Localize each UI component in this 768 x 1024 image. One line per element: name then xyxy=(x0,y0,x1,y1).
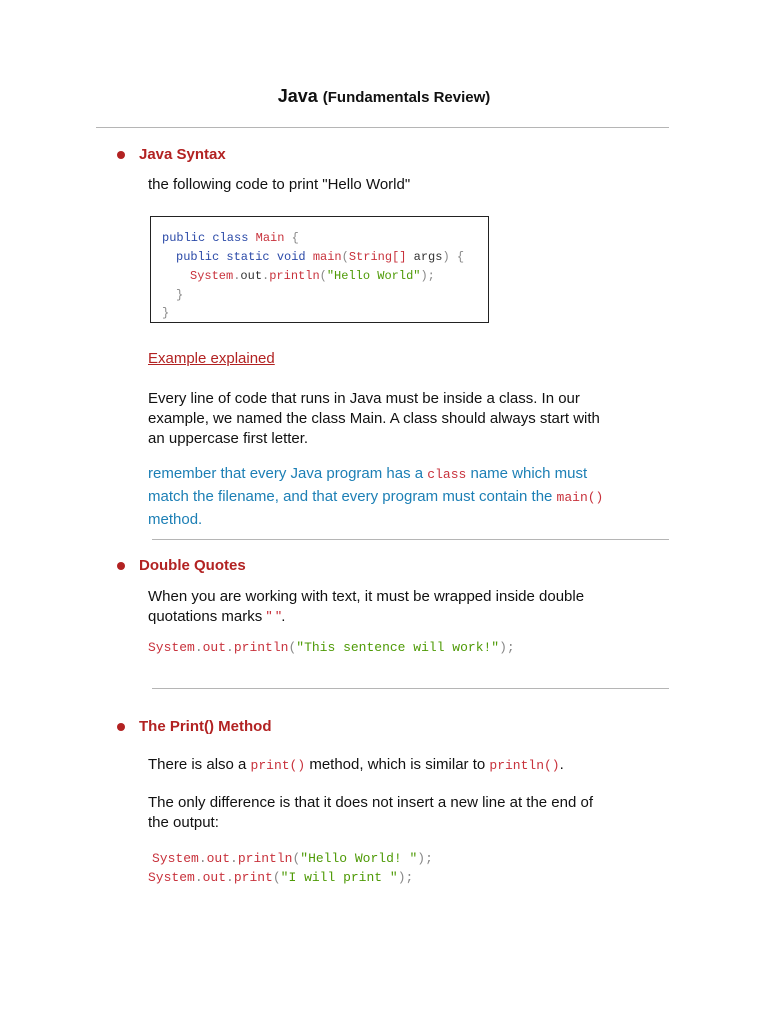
section-divider xyxy=(152,539,669,540)
quotes-code: System.out.println("This sentence will work!"); xyxy=(148,640,515,655)
code-line-4: } xyxy=(176,288,184,302)
main-method-code: main() xyxy=(556,490,604,505)
code-line-5: } xyxy=(162,306,170,320)
page-title xyxy=(0,86,768,107)
title-main: Java xyxy=(277,86,318,106)
section-heading-syntax: Java Syntax xyxy=(139,146,226,163)
section-divider xyxy=(152,688,669,689)
syntax-paragraph: Every line of code that runs in Java must be inside a class. In our example, we named the class Main. A class should always start with an uppercase first letter. xyxy=(148,390,600,447)
bullet-icon xyxy=(117,723,125,731)
section-heading-quotes: Double Quotes xyxy=(139,557,246,574)
title-divider xyxy=(96,127,669,128)
example-explained-link[interactable]: Example explained xyxy=(148,350,275,367)
syntax-intro: the following code to print "Hello World" xyxy=(148,176,411,193)
print-code-line-1: System.out.println("Hello World! "); xyxy=(152,851,433,866)
class-keyword: class xyxy=(427,467,467,482)
print-code: print() xyxy=(250,758,306,773)
bullet-icon xyxy=(117,151,125,159)
section-heading-print: The Print() Method xyxy=(139,718,272,735)
quote-marks: " " xyxy=(266,608,282,625)
quotes-paragraph: When you are working with text, it must be wrapped inside double quotations marks " ". xyxy=(148,588,585,625)
println-code: println() xyxy=(489,758,560,773)
code-line-3: System.out.println("Hello World"); xyxy=(190,269,435,283)
print-paragraph-2: The only difference is that it does not insert a new line at the end of the output: xyxy=(148,794,593,831)
syntax-note: remember that every Java program has a class name which must match the filename, and that every program must contain the main() method. xyxy=(148,465,604,528)
bullet-icon xyxy=(117,562,125,570)
print-paragraph-1: There is also a print() method, which is similar to println(). xyxy=(148,756,564,773)
print-code-line-2: System.out.print("I will print "); xyxy=(148,870,414,885)
code-block xyxy=(150,216,489,323)
title-sub: (Fundamentals Review) xyxy=(322,89,491,106)
code-line-2: public static void main(String[] args) { xyxy=(176,250,465,264)
code-line-1: public class Main { xyxy=(162,231,299,245)
